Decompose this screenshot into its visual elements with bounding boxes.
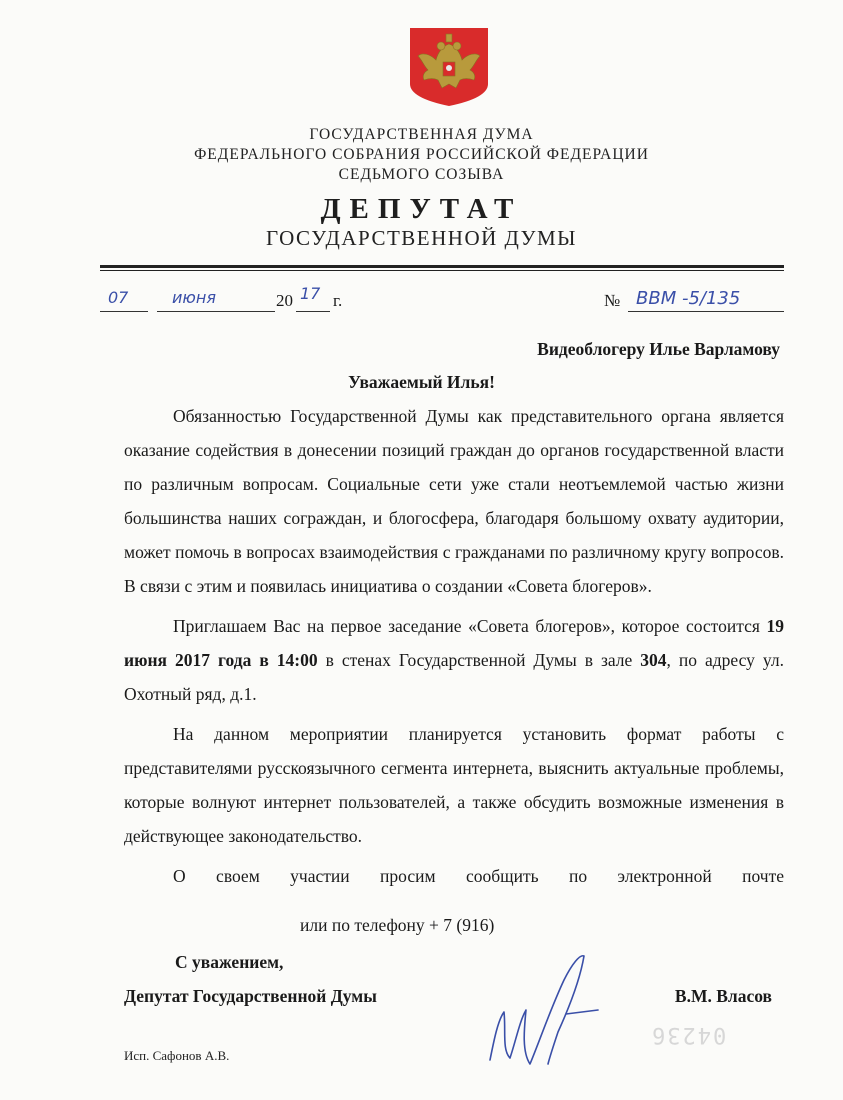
- paragraph-2-part-e: , по адресу ул. Охотный ряд, д.1.: [124, 650, 784, 704]
- russian-coat-of-arms-icon: [408, 26, 490, 108]
- document-number: ВВМ -5/135: [636, 288, 741, 309]
- date-day: 07: [108, 288, 129, 307]
- greeting: Уважаемый Илья!: [348, 372, 495, 392]
- date-number-row: [0, 284, 843, 317]
- header-rule-thin: [100, 270, 784, 271]
- year-suffix: 17: [300, 284, 321, 303]
- month-underline: [157, 311, 275, 312]
- addressee: Видеоблогеру Илье Варламову: [537, 339, 780, 359]
- letter-body: [124, 399, 784, 899]
- header-line-1: ГОСУДАРСТВЕННАЯ ДУМА: [309, 126, 534, 143]
- year-mark: г.: [333, 291, 343, 310]
- closing-regards: С уважением,: [175, 952, 284, 972]
- number-underline: [628, 311, 784, 312]
- paragraph-2-part-a: Приглашаем Вас на первое заседание «Совета блогеров», которое состоится: [173, 616, 767, 636]
- contact-phone-line: или по телефону + 7 (916): [300, 915, 495, 935]
- paragraph-4: О своем участии просим сообщить по электронной почте: [173, 866, 784, 886]
- registration-stamp: 04236: [650, 1022, 727, 1047]
- signer-position: Депутат Государственной Думы: [124, 986, 377, 1006]
- header-line-3: СЕДЬМОГО СОЗЫВА: [338, 166, 505, 183]
- executor-note: Исп. Сафонов А.В.: [124, 1048, 230, 1063]
- signer-name: В.М. Власов: [674, 986, 772, 1006]
- paragraph-2-part-c: в стенах Государственной Думы в зале: [317, 650, 641, 670]
- header-rule-thick: [100, 265, 784, 268]
- year-underline: [296, 311, 330, 312]
- paragraph-1: Обязанностью Государственной Думы как представительного органа является оказание содействия в донесении позиций граждан до органов государственной власти по различным вопросам. Социальные сети уже стали неотъемлемой частью жизни большинства наших сограждан, и блогосфера, благодаря большому охвату аудитории, может помочь в вопросах взаимодействия с гражданами по различному кругу вопросов. В связи с этим и появилась инициатива о создании «Совета блогеров».: [124, 406, 784, 596]
- paragraph-3: На данном мероприятии планируется установить формат работы с представителями русскоязычного сегмента интернета, выяснить актуальные проблемы, которые волнуют интернет пользователей, а также обсудить возможные изменения в действующее законодательство.: [124, 724, 784, 846]
- handwritten-signature-icon: [480, 940, 620, 1080]
- day-underline: [100, 311, 148, 312]
- paragraph-2: [124, 609, 784, 711]
- header-line-2: ФЕДЕРАЛЬНОГО СОБРАНИЯ РОССИЙСКОЙ ФЕДЕРАЦИИ: [194, 146, 649, 163]
- meeting-datetime: 19 июня 2017 года в 14:00: [124, 616, 784, 670]
- letterhead-title: ДЕПУТАТ: [320, 193, 523, 225]
- letterhead-subtitle: ГОСУДАРСТВЕННОЙ ДУМЫ: [266, 226, 577, 250]
- date-month: июня: [172, 288, 216, 307]
- year-prefix: 20: [276, 291, 293, 310]
- number-sign: №: [604, 291, 621, 310]
- meeting-room: 304: [640, 650, 667, 670]
